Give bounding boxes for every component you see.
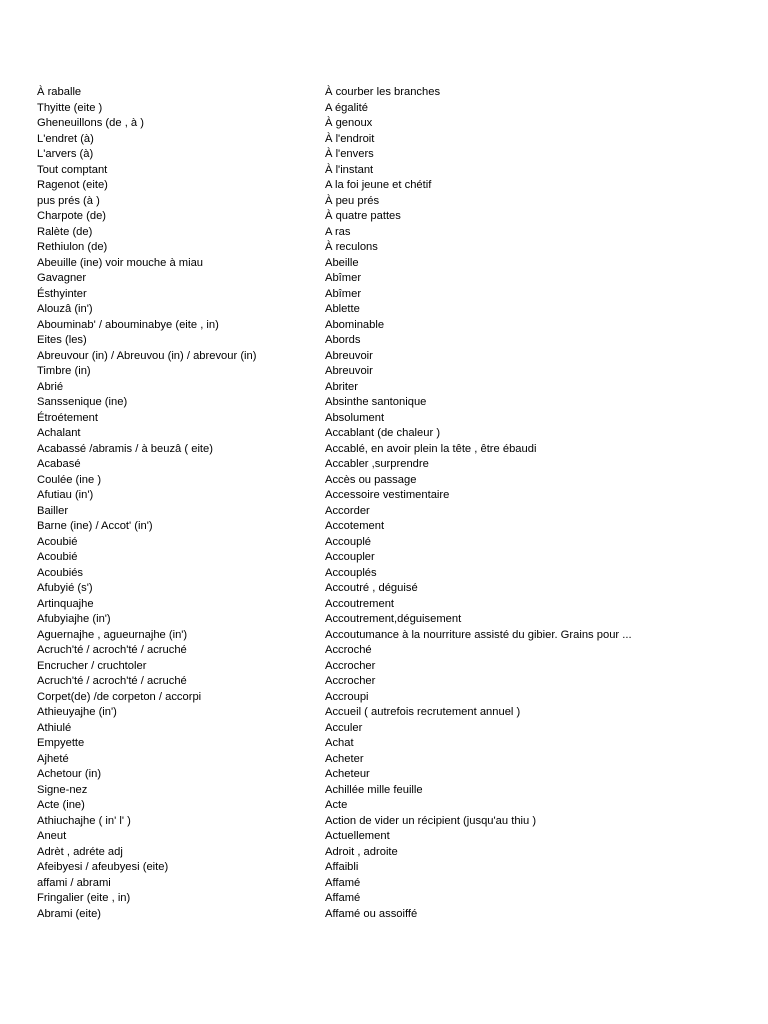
patois-term: Timbre (in) xyxy=(37,365,91,377)
glossary-row xyxy=(37,566,737,582)
glossary-row xyxy=(37,705,737,721)
glossary-row xyxy=(37,287,737,303)
patois-term: Fringalier (eite , in) xyxy=(37,892,131,904)
french-definition: Accueil ( autrefois recrutement annuel ) xyxy=(325,706,521,718)
french-definition: Acheteur xyxy=(325,768,370,780)
french-definition: Actuellement xyxy=(325,830,390,842)
glossary-row xyxy=(37,767,737,783)
french-definition: Abriter xyxy=(325,380,358,393)
patois-term: Ragenot (eite) xyxy=(37,179,108,191)
glossary-row xyxy=(37,814,737,830)
patois-term: Ralète (de) xyxy=(37,225,93,238)
patois-term: Artinquajhe xyxy=(37,597,94,610)
french-definition: Accoutré , déguisé xyxy=(325,582,418,594)
glossary-row xyxy=(37,147,737,163)
patois-term: Acoubié xyxy=(37,535,78,548)
french-definition: Adroit , adroite xyxy=(325,845,398,858)
glossary-row xyxy=(37,442,737,458)
patois-term: Bailler xyxy=(37,504,69,517)
french-definition: Accoutrement,déguisement xyxy=(325,613,462,625)
french-definition: À reculons xyxy=(325,241,378,253)
patois-term: Acabassé /abramis / à beuzâ ( eite) xyxy=(37,442,213,455)
glossary-row xyxy=(37,473,737,489)
glossary-row xyxy=(37,349,737,365)
glossary-row xyxy=(37,426,737,442)
french-definition: À courber les branches xyxy=(325,86,441,98)
french-definition: A égalité xyxy=(325,101,368,114)
french-definition: Affamé xyxy=(325,892,361,904)
patois-term: Athiuchajhe ( in' l' ) xyxy=(37,814,131,827)
patois-term: Gavagner xyxy=(37,272,87,284)
french-definition: Abîmer xyxy=(325,287,362,300)
patois-term: Adrèt , adréte adj xyxy=(37,845,123,858)
glossary-row xyxy=(37,504,737,520)
french-definition: Accès ou passage xyxy=(325,473,417,486)
patois-term: Charpote (de) xyxy=(37,210,107,222)
french-definition: Abreuvoir xyxy=(325,365,373,377)
french-definition: Accabler ,surprendre xyxy=(325,458,429,470)
french-definition: Accablé, en avoir plein la tête , être ébaudi xyxy=(325,442,537,455)
patois-term: Abrami (eite) xyxy=(37,907,102,920)
glossary-row xyxy=(37,209,737,225)
glossary-row xyxy=(37,380,737,396)
glossary-row xyxy=(37,225,737,241)
glossary-list xyxy=(37,85,737,922)
glossary-row xyxy=(37,690,737,706)
french-definition: Accoutumance à la nourriture assisté du gibier. Grains pour ... xyxy=(325,628,632,641)
glossary-row xyxy=(37,783,737,799)
patois-term: Gheneuillons (de , à ) xyxy=(37,117,144,129)
french-definition: Achillée mille feuille xyxy=(325,783,423,796)
french-definition: À genoux xyxy=(325,117,373,129)
glossary-row xyxy=(37,395,737,411)
glossary-row xyxy=(37,597,737,613)
patois-term: Athiulé xyxy=(37,721,72,734)
french-definition: Abîmer xyxy=(325,272,362,284)
glossary-row xyxy=(37,659,737,675)
glossary-row xyxy=(37,364,737,380)
patois-term: Acoubiés xyxy=(37,566,84,579)
french-definition: Affamé ou assoiffé xyxy=(325,907,418,920)
french-definition: Acculer xyxy=(325,721,363,734)
patois-term: Abreuvour (in) / Abreuvou (in) / abrevour (in) xyxy=(37,349,257,362)
french-definition: Accessoire vestimentaire xyxy=(325,489,450,501)
patois-term: Tout comptant xyxy=(37,163,108,176)
patois-term: Rethiulon (de) xyxy=(37,241,108,253)
french-definition: Absinthe santonique xyxy=(325,396,427,408)
glossary-row xyxy=(37,907,737,923)
glossary-row xyxy=(37,860,737,876)
patois-term: Empyette xyxy=(37,737,85,749)
patois-term: Afutiau (in') xyxy=(37,489,94,501)
french-definition: Acte xyxy=(325,799,348,811)
french-definition: Accroupi xyxy=(325,690,369,703)
patois-term: Acruch'té / acroch'té / acruché xyxy=(37,675,187,687)
patois-term: L'endret (à) xyxy=(37,132,94,145)
glossary-row xyxy=(37,85,737,101)
glossary-row xyxy=(37,163,737,179)
french-definition: À l'endroit xyxy=(325,132,375,145)
glossary-row xyxy=(37,581,737,597)
french-definition: Accouplés xyxy=(325,566,377,579)
glossary-row xyxy=(37,101,737,117)
french-definition: Abreuvoir xyxy=(325,349,373,362)
glossary-row xyxy=(37,488,737,504)
french-definition: À quatre pattes xyxy=(325,210,401,222)
french-definition: Acheter xyxy=(325,752,364,765)
french-definition: Action de vider un récipient (jusqu'au thiu ) xyxy=(325,814,537,827)
french-definition: A la foi jeune et chétif xyxy=(325,179,432,191)
patois-term: Abouminab' / abouminabye (eite , in) xyxy=(37,318,219,331)
glossary-row xyxy=(37,318,737,334)
glossary-row xyxy=(37,674,737,690)
glossary-row xyxy=(37,829,737,845)
patois-term: Achalant xyxy=(37,427,81,439)
patois-term: Coulée (ine ) xyxy=(37,473,102,486)
french-definition: Accoutrement xyxy=(325,597,395,610)
patois-term: Abeuille (ine) voir mouche à miau xyxy=(37,256,204,269)
glossary-row xyxy=(37,240,737,256)
patois-term: Afubyié (s') xyxy=(37,582,93,594)
patois-term: Ajheté xyxy=(37,752,69,765)
patois-term: Eites (les) xyxy=(37,334,87,346)
glossary-row xyxy=(37,550,737,566)
patois-term: Acabasé xyxy=(37,458,81,470)
patois-term: Ésthyinter xyxy=(37,287,87,300)
patois-term: Signe-nez xyxy=(37,783,88,796)
french-definition: Accroché xyxy=(325,644,372,656)
french-definition: Affaibli xyxy=(325,861,359,873)
french-definition: Ablette xyxy=(325,303,360,315)
patois-term: Corpet(de) /de corpeton / accorpi xyxy=(37,690,202,703)
patois-term: Aguernajhe , agueurnajhe (in') xyxy=(37,628,188,641)
french-definition: Affamé xyxy=(325,876,361,889)
french-definition: Absolument xyxy=(325,411,385,424)
french-definition: À l'instant xyxy=(325,163,374,176)
glossary-row xyxy=(37,891,737,907)
patois-term: Alouzâ (in') xyxy=(37,303,93,315)
patois-term: À raballe xyxy=(37,86,82,98)
patois-term: Achetour (in) xyxy=(37,768,102,780)
glossary-row xyxy=(37,457,737,473)
patois-term: Afeibyesi / afeubyesi (eite) xyxy=(37,861,169,873)
glossary-row xyxy=(37,736,737,752)
glossary-row xyxy=(37,535,737,551)
french-definition: Accrocher xyxy=(325,659,376,672)
french-definition: À peu prés xyxy=(325,194,380,207)
glossary-row xyxy=(37,845,737,861)
french-definition: Accotement xyxy=(325,520,385,532)
french-definition: Accouplé xyxy=(325,535,372,548)
glossary-row xyxy=(37,721,737,737)
glossary-row xyxy=(37,628,737,644)
patois-term: Athieuyajhe (in') xyxy=(37,706,117,718)
glossary-row xyxy=(37,256,737,272)
glossary-row xyxy=(37,643,737,659)
glossary-row xyxy=(37,798,737,814)
patois-term: Barne (ine) / Accot' (in') xyxy=(37,520,153,532)
french-definition: Abominable xyxy=(325,318,385,331)
patois-term: Aneut xyxy=(37,830,67,842)
french-definition: Accorder xyxy=(325,504,370,517)
french-definition: A ras xyxy=(325,225,351,238)
glossary-row xyxy=(37,519,737,535)
french-definition: Accablant (de chaleur ) xyxy=(325,427,441,439)
glossary-row xyxy=(37,333,737,349)
french-definition: Accoupler xyxy=(325,551,375,563)
patois-term: Thyitte (eite ) xyxy=(37,101,103,114)
glossary-row xyxy=(37,612,737,628)
patois-term: pus prés (à ) xyxy=(37,194,100,207)
french-definition: À l'envers xyxy=(325,148,374,160)
patois-term: Étroétement xyxy=(37,411,98,424)
glossary-row xyxy=(37,116,737,132)
glossary-row xyxy=(37,411,737,427)
french-definition: Achat xyxy=(325,737,354,749)
patois-term: Acruch'té / acroch'té / acruché xyxy=(37,644,187,656)
patois-term: Acoubié xyxy=(37,551,78,563)
french-definition: Abords xyxy=(325,334,361,346)
french-definition: Accrocher xyxy=(325,675,376,687)
patois-term: Afubyiajhe (in') xyxy=(37,613,111,625)
glossary-row xyxy=(37,178,737,194)
patois-term: affami / abrami xyxy=(37,876,111,889)
glossary-row xyxy=(37,271,737,287)
glossary-row xyxy=(37,302,737,318)
patois-term: Encrucher / cruchtoler xyxy=(37,659,147,672)
glossary-row xyxy=(37,876,737,892)
glossary-row xyxy=(37,132,737,148)
glossary-row xyxy=(37,752,737,768)
patois-term: Acte (ine) xyxy=(37,799,85,811)
patois-term: Abrié xyxy=(37,380,64,393)
patois-term: L'arvers (à) xyxy=(37,148,94,160)
patois-term: Sanssenique (ine) xyxy=(37,396,128,408)
glossary-row xyxy=(37,194,737,210)
french-definition: Abeille xyxy=(325,256,359,269)
